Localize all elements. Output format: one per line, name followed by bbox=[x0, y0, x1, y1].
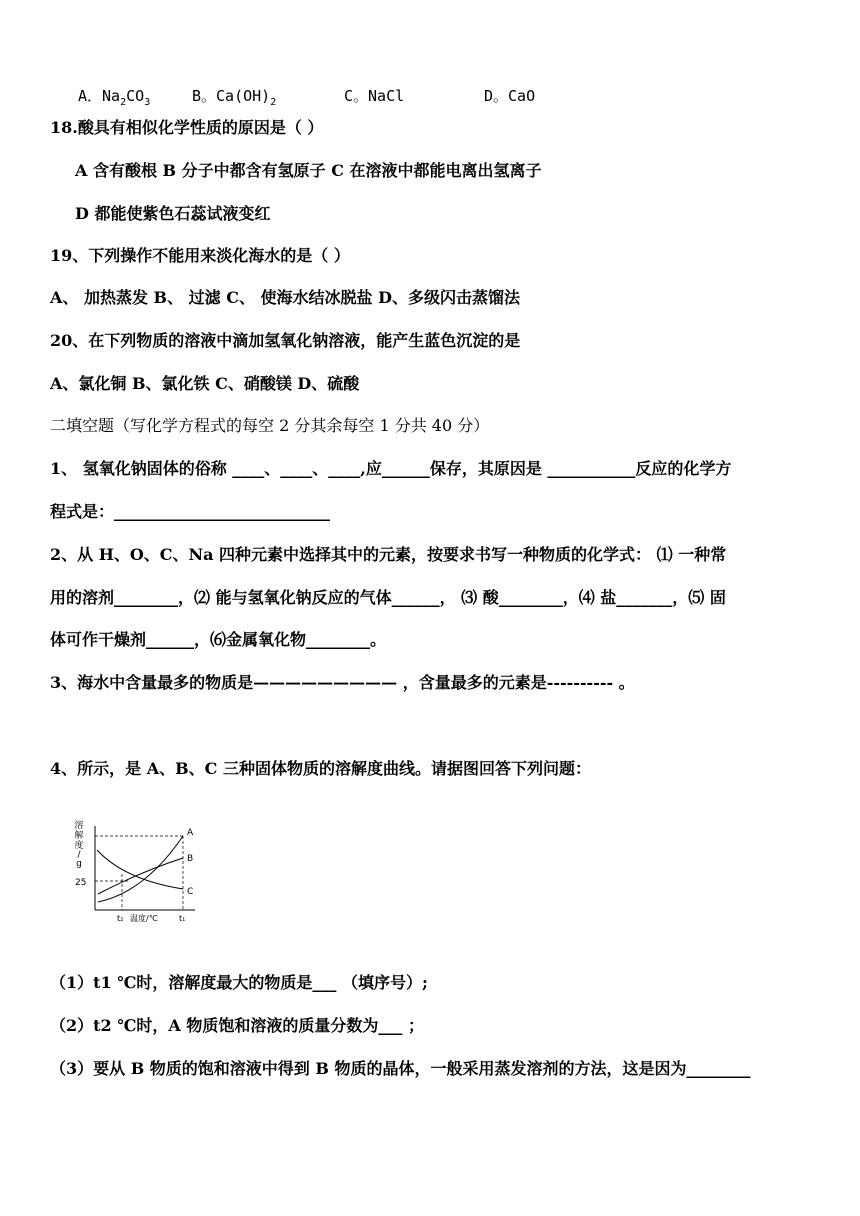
section2-title: 二填空题（写化学方程式的每空 2 分其余每空 1 分共 40 分） bbox=[50, 416, 490, 435]
q18-options-line2: D 都能使紫色石蕊试液变红 bbox=[75, 204, 271, 223]
x-tick-t2: t₂ bbox=[117, 914, 124, 923]
q17-option-a: A．$Na_2CO_3$ bbox=[78, 87, 151, 108]
q19-options: A、 加热蒸发 B、 过滤 C、 使海水结冰脱盐 D、多级闪击蒸馏法 bbox=[50, 288, 520, 307]
q18-options-line1: A 含有酸根 B 分子中都含有氢原子 C 在溶液中都能电离出氢离子 bbox=[75, 161, 542, 180]
q20-stem: 20、在下列物质的溶液中滴加氢氧化钠溶液，能产生蓝色沉淀的是 bbox=[50, 331, 521, 350]
q18-stem: 18.酸具有相似化学性质的原因是（ ） bbox=[50, 118, 324, 137]
fill2-line3: 体可作干燥剂______，⑹金属氧化物________。 bbox=[50, 630, 387, 649]
fill4-stem: 4、所示，是 A、B、C 三种固体物质的溶解度曲线。请据图回答下列问题： bbox=[50, 759, 591, 778]
fill1-line1: 1、 氢氧化钠固体的俗称 ____、____、____,应______保存，其原因是 ___________反应的化学方 bbox=[50, 459, 732, 478]
fill4-q3: （3）要从 B 物质的饱和溶液中得到 B 物质的晶体，一般采用蒸发溶剂的方法，这是因为________ bbox=[50, 1059, 751, 1078]
q20-options: A、氯化铜 B、氯化铁 C、硝酸镁 D、硫酸 bbox=[50, 374, 360, 393]
curve-b bbox=[98, 858, 183, 894]
series-label-c: C bbox=[187, 887, 194, 897]
y-axis-label-char-3: 度 bbox=[74, 841, 84, 851]
y-axis-label-char-5: g bbox=[76, 859, 82, 869]
fill2-line1: 2、从 H、O、C、Na 四种元素中选择其中的元素，按要求书写一种物质的化学式： ⑴ 一种常 bbox=[50, 545, 727, 564]
q17-option-c: C。NaCl bbox=[344, 87, 405, 105]
fill3-line: 3、海水中含量最多的物质是————————— ，含量最多的元素是---------- 。 bbox=[50, 673, 635, 692]
y-tick-25: 25 bbox=[75, 878, 87, 888]
series-label-a: A bbox=[187, 828, 194, 838]
x-axis-label: 温度/℃ bbox=[130, 914, 158, 923]
q17-option-d: D。CaO bbox=[484, 87, 536, 105]
y-axis-label-char-4: / bbox=[77, 850, 81, 860]
series-label-b: B bbox=[187, 854, 194, 864]
fill2-line2: 用的溶剂________，⑵ 能与氢氧化钠反应的气体______， ⑶ 酸________，⑷ 盐_______，⑸ 固 bbox=[50, 588, 726, 607]
fill4-q2: （2）t2 ℃时，A 物质饱和溶液的质量分数为___ ； bbox=[50, 1016, 424, 1035]
y-axis-label-char-1: 溶 bbox=[74, 821, 84, 831]
fill4-q1: （1）t1 ℃时，溶解度最大的物质是___ （填序号）; bbox=[50, 973, 428, 992]
q19-stem: 19、下列操作不能用来淡化海水的是（ ） bbox=[50, 246, 350, 265]
q17-option-b: B。$Ca(OH)_2$ bbox=[192, 87, 277, 108]
q17-options bbox=[0, 86, 860, 106]
solubility-chart bbox=[70, 812, 210, 924]
x-tick-t1: t₁ bbox=[179, 914, 186, 923]
curve-a bbox=[98, 836, 183, 902]
y-axis-label-char-2: 解 bbox=[74, 831, 84, 841]
fill1-line2: 程式是：___________________________ bbox=[50, 502, 331, 521]
